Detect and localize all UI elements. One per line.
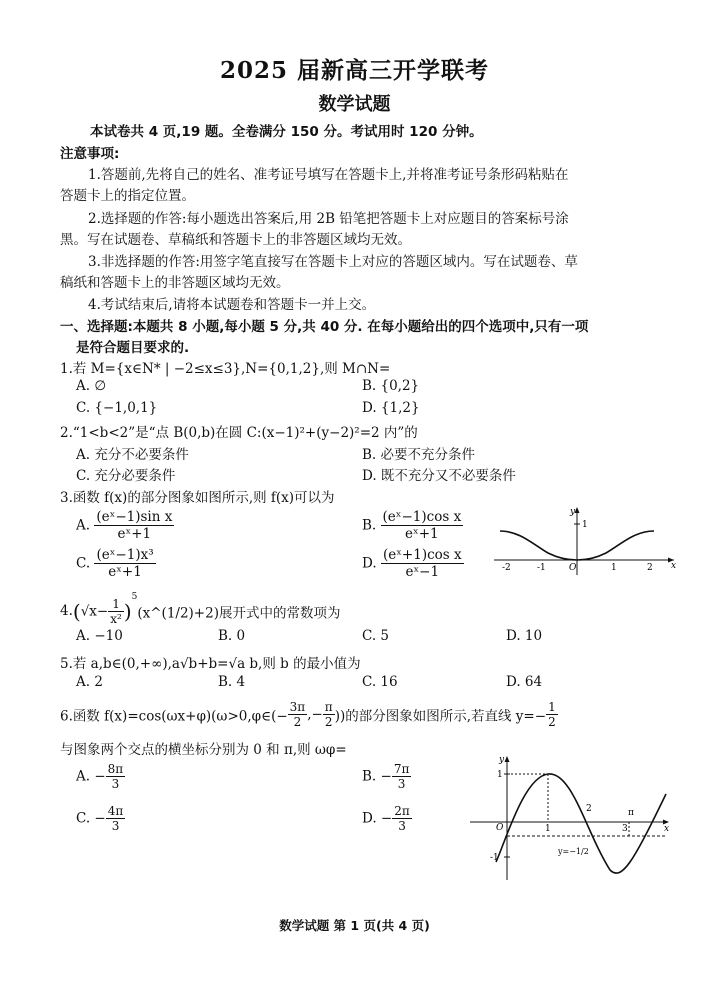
q3-tick-1: 1 — [611, 563, 617, 573]
q6-tick-1: 1 — [545, 824, 551, 834]
q3-y-label: y — [570, 507, 576, 517]
q1-stem: 1.若 M={x∈N* | −2≤x≤3},N={0,1,2},则 M∩N= — [60, 361, 391, 377]
q5-stem: 5.若 a,b∈(0,+∞),a√b+b=√a b,则 b 的最小值为 — [60, 656, 361, 672]
q6-tick-2: 2 — [586, 804, 592, 814]
q3-option-c: C. $\frac{\text{(eˣ−1)x³}}{\text{eˣ+1}}$ — [76, 547, 154, 580]
q6-tick-3: 3 — [622, 824, 628, 834]
q5-option-d: D. 64 — [506, 674, 543, 690]
q3-y-arrow-icon — [575, 507, 580, 513]
q6-y-label: y — [499, 755, 505, 765]
section-heading-2: 是符合题目要求的. — [76, 340, 190, 356]
q3-c-den: eˣ+1 — [108, 564, 142, 580]
q2-option-d: D. 既不充分又不必要条件 — [362, 468, 516, 484]
q2-option-c: C. 充分必要条件 — [76, 468, 176, 484]
q1-option-d: D. {1,2} — [362, 400, 420, 416]
notice-3a: 3.非选择题的作答:用签字笔直接写在答题卡上对应的答题区域内。写在试题卷、草 — [88, 254, 578, 270]
q5-option-c: C. 16 — [362, 674, 398, 690]
q6-option-d: D. − $\frac{2\pi}{3}$ — [362, 804, 410, 833]
section-heading-1: 一、选择题:本题共 8 小题,每小题 5 分,共 40 分. 在每小题给出的四个选项中,只有一项 — [60, 319, 589, 335]
q4-sqrt-x: √x — [80, 603, 97, 620]
notice-2a: 2.选择题的作答:每小题选出答案后,用 2B 铅笔把答题卡上对应题目的答案标号涂 — [88, 211, 569, 227]
q3-b-num: (eˣ−1)cos x — [382, 509, 462, 525]
notice-3b: 稿纸和答题卡上的非答题区域均无效。 — [60, 275, 290, 291]
q3-b-den: eˣ+1 — [405, 526, 439, 542]
q4-option-a: A. −10 — [76, 628, 123, 644]
q4-option-c: C. 5 — [362, 628, 390, 644]
q6-y-arrow-icon — [505, 756, 510, 762]
q3-d-den: eˣ−1 — [405, 564, 440, 580]
q3-option-d: D. $\frac{\text{(eˣ+1)cos x}}{\text{eˣ−1}}$ — [362, 547, 462, 580]
q6-stem: 6.函数 f(x)=cos(ωx+φ)(ω>0,φ∈(− $\frac{3\pi}{2}$ ,− $\frac{\pi}{2}$ ))的部分图象如图所示,若直线 y=− $\frac{1}{2}$ — [60, 700, 556, 729]
notice-2b: 黑。写在试题卷、草稿纸和答题卡上的非答题区域均无效。 — [60, 232, 411, 248]
q6-y1-label: 1 — [497, 770, 503, 780]
q1-option-b: B. {0,2} — [362, 378, 420, 394]
q6-x-label: x — [664, 824, 670, 834]
q6-option-c: C. − $\frac{4\pi}{3}$ — [76, 804, 124, 833]
q5-option-b: B. 4 — [218, 674, 246, 690]
exam-subtitle: 数学试题 — [318, 94, 391, 115]
notice-heading: 注意事项: — [60, 146, 120, 162]
exam-info: 本试卷共 4 页,19 题。全卷满分 150 分。考试用时 120 分钟。 — [90, 124, 483, 140]
q3-c-num: (eˣ−1)x³ — [96, 547, 154, 563]
q6-graph — [466, 752, 676, 882]
notice-1a: 1.答题前,先将自己的姓名、准考证号填写在答题卡上,并将准考证号条形码粘贴在 — [88, 167, 569, 183]
q3-a-num: (eˣ−1)sin x — [96, 509, 173, 525]
q1-option-a: A. ∅ — [76, 378, 107, 394]
q2-option-a: A. 充分不必要条件 — [76, 447, 189, 463]
q6-ym1-text: -1 — [490, 853, 499, 863]
q3-graph — [490, 505, 680, 577]
q3-d-num: (eˣ+1)cos x — [382, 547, 462, 563]
exam-title: 2025 届新高三开学联考 — [219, 57, 490, 84]
q6-origin-label: O — [496, 823, 504, 833]
q6-stem-line2: 与图象两个交点的横坐标分别为 0 和 π,则 ωφ= — [60, 742, 347, 758]
q3-option-b: B. $\frac{\text{(eˣ−1)cos x}}{\text{eˣ+1}}$ — [362, 509, 462, 542]
q6-pi-label: π — [628, 808, 634, 818]
q6-line-label: y=−1/2 — [558, 847, 589, 856]
q2-stem: 2.“1<b<2”是“点 B(0,b)在圆 C:(x−1)²+(y−2)²=2 内”的 — [60, 425, 418, 441]
q4-stem: 4.(√x− $\frac{1}{\text{x²}}$ )$^5$(x^(1/2)+2)展开式中的常数项为 — [60, 592, 341, 626]
notice-1b: 答题卡上的指定位置。 — [60, 188, 195, 204]
q3-tick-m1: -1 — [537, 563, 546, 573]
q3-origin-label: O — [569, 563, 577, 573]
q3-stem: 3.函数 f(x)的部分图象如图所示,则 f(x)可以为 — [60, 490, 335, 506]
q3-a-den: eˣ+1 — [117, 526, 152, 542]
q3-tick-m2: -2 — [502, 563, 511, 573]
q6-option-b: B. − $\frac{7\pi}{3}$ — [362, 762, 410, 791]
notice-4: 4.考试结束后,请将本试题卷和答题卡一并上交。 — [88, 297, 376, 313]
q3-x-label: x — [671, 561, 677, 571]
q3-option-a: A. $\frac{\text{(eˣ−1)sin x}}{\text{eˣ+1}}$ — [76, 509, 173, 542]
q1-option-c: C. {−1,0,1} — [76, 400, 158, 416]
q2-option-b: B. 必要不充分条件 — [362, 447, 476, 463]
q4-option-b: B. 0 — [218, 628, 246, 644]
page-footer: 数学试题 第 1 页(共 4 页) — [279, 918, 430, 933]
q3-y1-label: 1 — [582, 520, 588, 530]
q6-option-a: A. − $\frac{8\pi}{3}$ — [76, 762, 124, 791]
q3-tick-2: 2 — [647, 563, 653, 573]
q6-curve — [496, 774, 666, 873]
q5-option-a: A. 2 — [76, 674, 103, 690]
q4-option-d: D. 10 — [506, 628, 543, 644]
